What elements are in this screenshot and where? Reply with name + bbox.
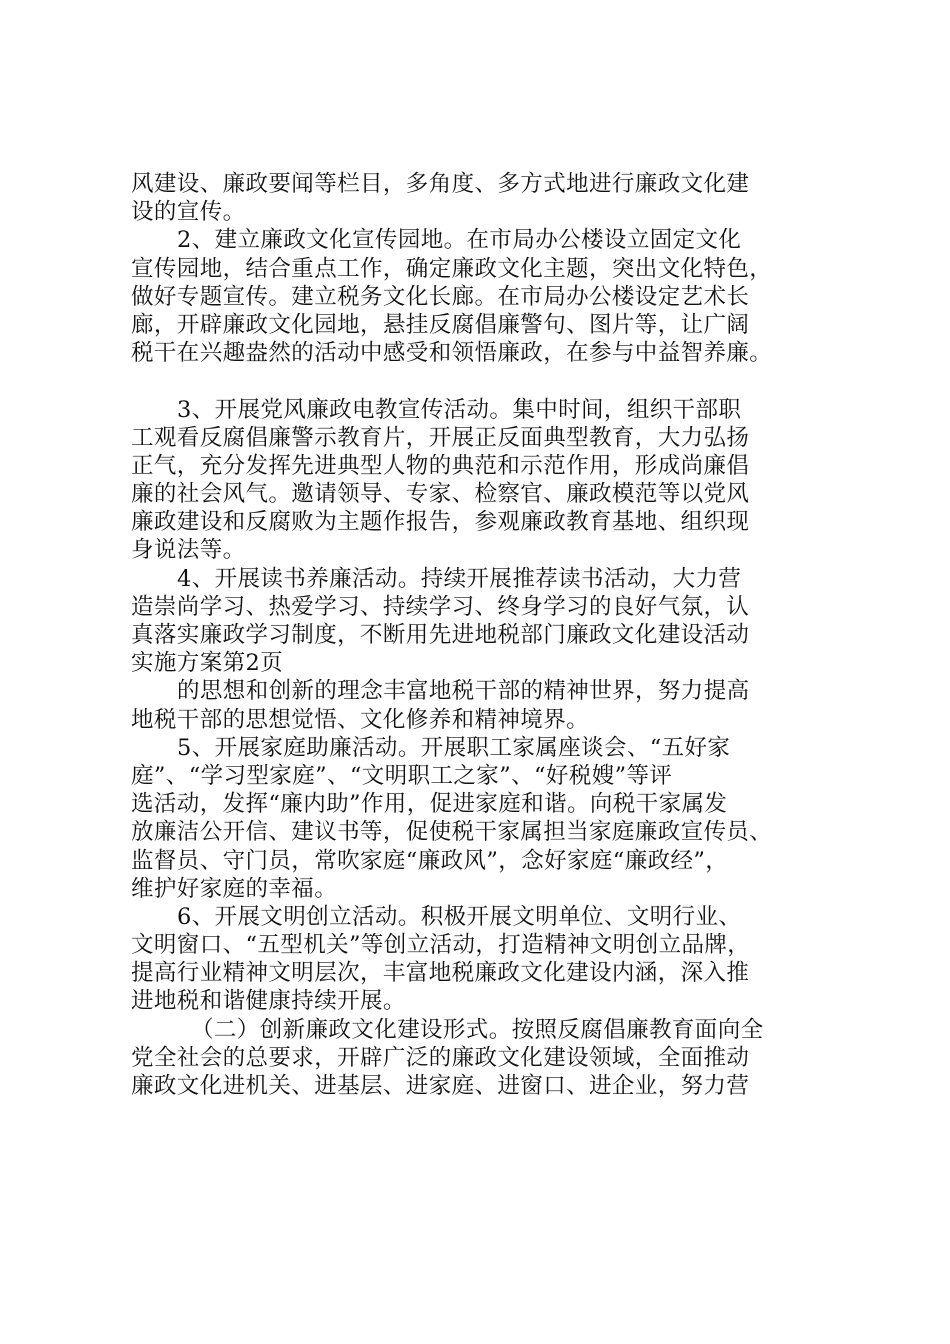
text-line: 庭”、“学习型家庭”、“文明职工之家”、“好税嫂”等评 (131, 762, 673, 789)
paragraph-start-line: 6、开展文明创立活动。积极开展文明单位、文明行业、 (177, 903, 742, 930)
text-line: 正气，充分发挥先进典型人物的典范和示范作用，形成尚廉倡 (131, 452, 750, 479)
text-line: 地税干部的思想觉悟、文化修养和精神境界。 (131, 706, 590, 733)
text-line: 工观看反腐倡廉警示教育片，开展正反面典型教育，大力弘扬 (131, 424, 750, 451)
text-line: 税干在兴趣盎然的活动中感受和领悟廉政，在参与中益智养廉。 (131, 340, 773, 367)
text-line: 宣传园地，结合重点工作，确定廉政文化主题，突出文化特色， (131, 255, 773, 282)
paragraph-gap (131, 367, 831, 395)
text-line: 真落实廉政学习制度，不断用先进地税部门廉政文化建设活动 (131, 622, 750, 648)
section-heading-line: （二）创新廉政文化建设形式。按照反腐倡廉教育面向全 (191, 1016, 764, 1043)
text-line: 放廉洁公开信、建议书等，促使税干家属担当家庭廉政宣传员、 (131, 819, 773, 846)
text-line: 造崇尚学习、热爱学习、持续学习、终身学习的良好气氛，认 (131, 593, 750, 620)
paragraph-start-line: 的思想和创新的理念丰富地税干部的精神世界，努力提高 (177, 678, 750, 705)
paragraph-start-line: 3、开展党风廉政电教宣传活动。集中时间，组织干部职 (177, 396, 742, 423)
text-line: 廉的社会风气。邀请领导、专家、检察官、廉政模范等以党风 (131, 481, 750, 508)
text-line: 选活动，发挥“廉内助”作用，促进家庭和谐。向税干家属发 (131, 791, 728, 818)
text-line: 做好专题宣传。建立税务文化长廊。在市局办公楼设定艺术长 (131, 283, 750, 310)
text-line: 廉政建设和反腐败为主题作报告，参观廉政教育基地、组织现 (131, 509, 750, 536)
text-line: 身说法等。 (131, 537, 246, 564)
paragraph-start-line: 5、开展家庭助廉活动。开展职工家属座谈会、“五好家 (177, 734, 731, 761)
text-line: 提高行业精神文明层次，丰富地税廉政文化建设内涵，深入推 (131, 960, 750, 987)
text-line: 进地税和谐健康持续开展。 (131, 988, 406, 1015)
text-line: 维护好家庭的幸福。 (131, 875, 338, 902)
text-line: 党全社会的总要求，开辟广泛的廉政文化建设领域，全面推动 (131, 1044, 750, 1071)
paragraph-start-line: 4、开展读书养廉活动。持续开展推荐读书活动，大力营 (177, 565, 742, 592)
text-line: 监督员、守门员，常吹家庭“廉政风”，念好家庭“廉政经”， (131, 847, 729, 874)
paragraph-start-line: 2、建立廉政文化宣传园地。在市局办公楼设立固定文化 (177, 227, 742, 254)
text-line: 风建设、廉政要闻等栏目，多角度、多方式地进行廉政文化建 (131, 171, 750, 197)
text-line: 实施方案第2页 (131, 650, 284, 677)
text-line: 文明窗口、“五型机关”等创立活动，打造精神文明创立品牌， (131, 932, 751, 959)
body-text (131, 170, 831, 1100)
text-line: 廉政文化进机关、进基层、进家庭、进窗口、进企业，努力营 (131, 1073, 750, 1099)
text-line: 设的宣传。 (131, 199, 246, 226)
text-line: 廊，开辟廉政文化园地，悬挂反腐倡廉警句、图片等，让广阔 (131, 311, 750, 338)
